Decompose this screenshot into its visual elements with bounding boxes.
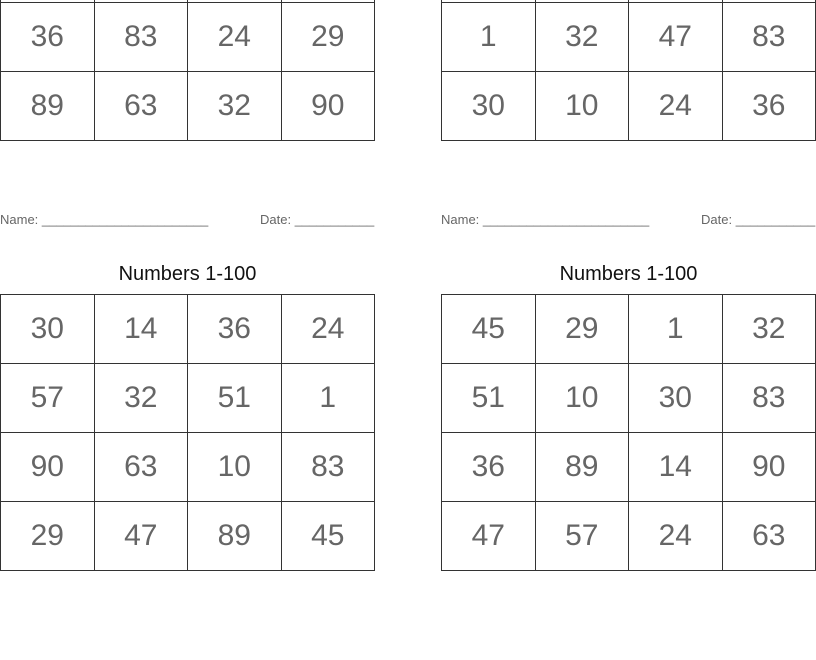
grid-cell: 90: [1, 433, 95, 502]
bingo-card-top-left: [0, 0, 375, 141]
grid-cell: 89: [1, 72, 95, 141]
grid-cell: 36: [722, 72, 816, 141]
grid-cell: 45: [442, 295, 536, 364]
grid-row: [1, 502, 375, 571]
number-grid: [0, 0, 375, 141]
grid-cell: 89: [188, 502, 282, 571]
grid-cell: 47: [442, 502, 536, 571]
name-blank: _______________________: [482, 212, 650, 227]
grid-cell: 83: [722, 3, 816, 72]
grid-cell: 24: [629, 502, 723, 571]
name-field: [0, 212, 208, 227]
date-field: [260, 212, 374, 227]
grid-row: [1, 72, 375, 141]
grid-cell: 30: [629, 364, 723, 433]
grid-cell: 57: [1, 364, 95, 433]
grid-cell: 90: [281, 72, 375, 141]
grid-row: [1, 433, 375, 502]
grid-cell: 83: [722, 364, 816, 433]
grid-cell: 30: [442, 72, 536, 141]
grid-cell: 1: [442, 3, 536, 72]
grid-cell: 10: [535, 364, 629, 433]
grid-cell: 90: [722, 433, 816, 502]
grid-cell: 29: [535, 295, 629, 364]
date-label: Date:: [701, 212, 733, 227]
grid-cell: 24: [188, 3, 282, 72]
name-date-row: [441, 206, 816, 226]
grid-cell: 29: [1, 502, 95, 571]
grid-cell: 45: [281, 502, 375, 571]
grid-cell: 83: [281, 433, 375, 502]
date-field: [701, 212, 815, 227]
name-label: Name:: [441, 212, 480, 227]
date-blank: ___________: [294, 212, 375, 227]
grid-cell: 10: [535, 72, 629, 141]
grid-cell: 63: [94, 433, 188, 502]
grid-cell: 29: [281, 3, 375, 72]
grid-row: [1, 295, 375, 364]
grid-cell: 83: [94, 3, 188, 72]
grid-cell: 57: [535, 502, 629, 571]
grid-cell: 32: [722, 295, 816, 364]
grid-cell: 51: [188, 364, 282, 433]
grid-row: [442, 364, 816, 433]
name-label: Name:: [0, 212, 39, 227]
grid-cell: 14: [94, 295, 188, 364]
date-blank: ___________: [735, 212, 816, 227]
grid-row: [442, 433, 816, 502]
grid-row: [442, 3, 816, 72]
card-title: Numbers 1-100: [559, 263, 698, 285]
grid-cell: 36: [188, 295, 282, 364]
grid-cell: 32: [94, 364, 188, 433]
grid-cell: 51: [442, 364, 536, 433]
grid-cell: 32: [535, 3, 629, 72]
name-blank: _______________________: [41, 212, 209, 227]
grid-row: [1, 3, 375, 72]
grid-cell: 89: [535, 433, 629, 502]
number-grid: [0, 294, 375, 571]
name-date-row: [0, 206, 375, 226]
grid-cell: 14: [629, 433, 723, 502]
grid-row: [442, 295, 816, 364]
name-field: [441, 212, 649, 227]
grid-cell: 24: [281, 295, 375, 364]
grid-cell: 10: [188, 433, 282, 502]
date-label: Date:: [260, 212, 292, 227]
grid-cell: 47: [94, 502, 188, 571]
grid-cell: 32: [188, 72, 282, 141]
grid-cell: 36: [1, 3, 95, 72]
grid-row: [1, 364, 375, 433]
card-title: Numbers 1-100: [118, 263, 257, 285]
number-grid: [441, 0, 816, 141]
grid-row: [442, 72, 816, 141]
grid-cell: 24: [629, 72, 723, 141]
grid-cell: 1: [281, 364, 375, 433]
grid-cell: 30: [1, 295, 95, 364]
number-grid: [441, 294, 816, 571]
grid-cell: 47: [629, 3, 723, 72]
bingo-card-bottom-right: [441, 206, 816, 571]
bingo-card-top-right: [441, 0, 816, 141]
grid-row: [442, 502, 816, 571]
grid-cell: 1: [629, 295, 723, 364]
grid-cell: 63: [94, 72, 188, 141]
grid-cell: 63: [722, 502, 816, 571]
grid-cell: 36: [442, 433, 536, 502]
bingo-card-bottom-left: [0, 206, 375, 571]
